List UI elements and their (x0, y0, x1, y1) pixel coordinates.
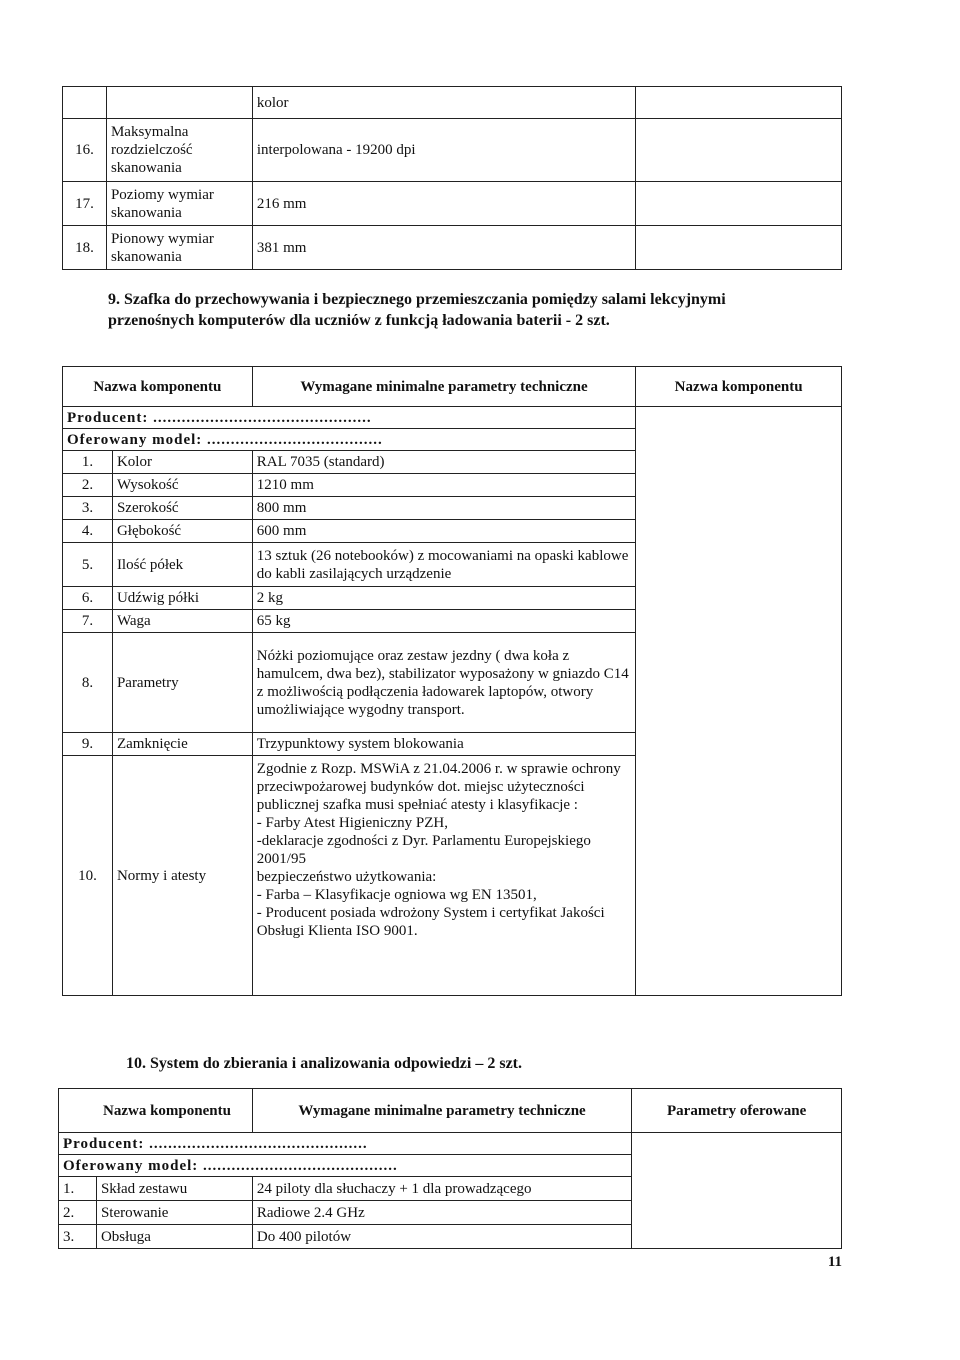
row-offer (636, 226, 842, 270)
row-value: 381 mm (252, 226, 635, 270)
row-number: 1. (63, 451, 113, 474)
page-number: 11 (827, 1254, 842, 1270)
row-number: 4. (63, 520, 113, 543)
row-number: 3. (63, 497, 113, 520)
row-value: 800 mm (252, 497, 635, 520)
row-label: Sterowanie (96, 1201, 252, 1225)
row-label: Skład zestawu (96, 1177, 252, 1201)
producer-row (63, 407, 842, 429)
row-label: Parametry (112, 633, 252, 733)
row-offer (636, 182, 842, 226)
row-number (63, 87, 107, 119)
row-value: Zgodnie z Rozp. MSWiA z 21.04.2006 r. w sprawie ochrony przeciwpożarowej budynków dot. miejsc użyteczności publicznej szafka musi spełniać atesty i klasyfikacje : - Farby Atest Higieniczny PZH, -deklaracje zgodności z Dyr. Parlamentu Europejskiego 2001/95 bezpieczeństwo użytkowania: - Farba – Klasyfikacje ogniowa wg EN 13501, - Producent posiada wdrożony System i certyfikat Jakości Obsługi Klienta ISO 9001. (252, 756, 635, 996)
producer-field: Producent: .............................................. (59, 1133, 632, 1155)
header-component-name: Nazwa komponentu (63, 367, 253, 407)
row-number: 5. (63, 543, 113, 587)
row-value: 24 piloty dla słuchaczy + 1 dla prowadzącego (252, 1177, 631, 1201)
row-number: 9. (63, 733, 113, 756)
table-header-row (63, 367, 842, 407)
model-field: Oferowany model: ..................................... (63, 429, 636, 451)
row-label: Głębokość (112, 520, 252, 543)
row-number: 17. (63, 182, 107, 226)
row-label: Maksymalna rozdzielczość skanowania (106, 119, 252, 182)
row-offer (636, 119, 842, 182)
row-number: 8. (63, 633, 113, 733)
row-value: 216 mm (252, 182, 635, 226)
response-system-table (58, 1088, 842, 1249)
row-value: 2 kg (252, 587, 635, 610)
row-label: Udźwig półki (112, 587, 252, 610)
producer-field: Producent: .............................................. (63, 407, 636, 429)
row-value: kolor (252, 87, 635, 119)
offer-column (632, 1133, 842, 1249)
table-header-row (59, 1089, 842, 1133)
cabinet-spec-table (62, 366, 842, 996)
row-value: RAL 7035 (standard) (252, 451, 635, 474)
row-label: Wysokość (112, 474, 252, 497)
row-number: 10. (63, 756, 113, 996)
row-label (106, 87, 252, 119)
row-value: Do 400 pilotów (252, 1225, 631, 1249)
row-number: 6. (63, 587, 113, 610)
row-label: Szerokość (112, 497, 252, 520)
row-label: Waga (112, 610, 252, 633)
section-9-heading: 9. Szafka do przechowywania i bezpiecznego przemieszczania pomiędzy salami lekcyjnymi przenośnych komputerów dla uczniów z funkcją ładowania baterii - 2 szt. (108, 291, 726, 329)
header-requirements: Wymagane minimalne parametry techniczne (252, 1089, 631, 1133)
row-value: Nóżki poziomujące oraz zestaw jezdny ( dwa koła z hamulcem, dwa bez), stabilizator wyposażony w gniazdo C14 z możliwością podłączenia ładowarek laptopów, otwory umożliwiające wygodny transport. (252, 633, 635, 733)
table-row (63, 119, 842, 182)
header-component-name: Nazwa komponentu (59, 1089, 253, 1133)
producer-row (59, 1133, 842, 1155)
row-value: Radiowe 2.4 GHz (252, 1201, 631, 1225)
table-row (63, 226, 842, 270)
table-row (63, 182, 842, 226)
row-number: 1. (59, 1177, 97, 1201)
row-number: 3. (59, 1225, 97, 1249)
row-label: Pionowy wymiar skanowania (106, 226, 252, 270)
row-value: 13 sztuk (26 notebooków) z mocowaniami na opaski kablowe do kabli zasilających urządzenie (252, 543, 635, 587)
header-offered-component: Nazwa komponentu (636, 367, 842, 407)
model-field: Oferowany model: ......................................... (59, 1155, 632, 1177)
header-requirements: Wymagane minimalne parametry techniczne (252, 367, 635, 407)
row-offer (636, 87, 842, 119)
row-label: Obsługa (96, 1225, 252, 1249)
row-label: Ilość półek (112, 543, 252, 587)
row-number: 2. (63, 474, 113, 497)
row-value: 600 mm (252, 520, 635, 543)
row-number: 2. (59, 1201, 97, 1225)
header-offered-params: Parametry oferowane (632, 1089, 842, 1133)
row-value: Trzypunktowy system blokowania (252, 733, 635, 756)
table-row (63, 87, 842, 119)
row-value: interpolowana - 19200 dpi (252, 119, 635, 182)
row-number: 18. (63, 226, 107, 270)
scanner-spec-table (62, 86, 842, 270)
section-10-heading: 10. System do zbierania i analizowania odpowiedzi – 2 szt. (126, 1055, 523, 1072)
row-value: 65 kg (252, 610, 635, 633)
row-label: Normy i atesty (112, 756, 252, 996)
row-number: 16. (63, 119, 107, 182)
row-label: Zamknięcie (112, 733, 252, 756)
row-number: 7. (63, 610, 113, 633)
row-label: Poziomy wymiar skanowania (106, 182, 252, 226)
row-label: Kolor (112, 451, 252, 474)
offer-column (636, 407, 842, 996)
row-value: 1210 mm (252, 474, 635, 497)
